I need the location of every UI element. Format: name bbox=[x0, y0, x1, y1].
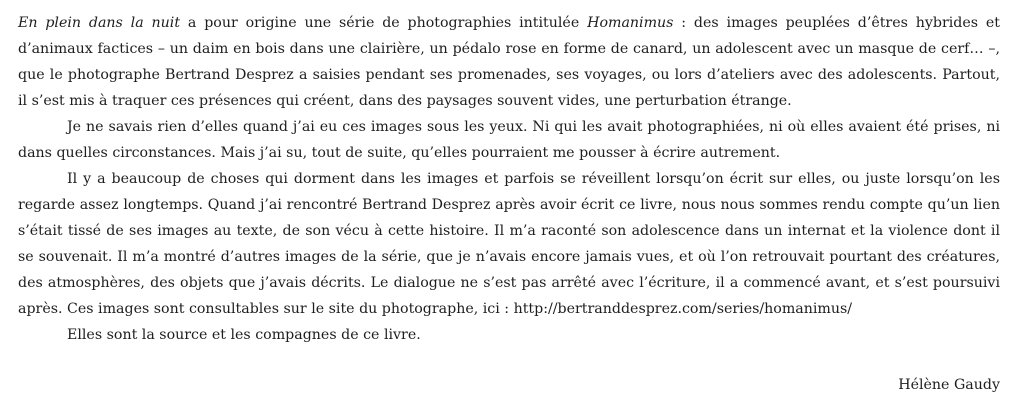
document-body bbox=[18, 10, 1000, 348]
author-signature: Hélène Gaudy bbox=[898, 377, 1000, 393]
paragraph-closing: Elles sont la source et les compagnes de ce livre. bbox=[67, 327, 421, 343]
paragraph-discovery: Je ne savais rien d’elles quand j’ai eu ces images sous les yeux. Ni qui les avait photographiées, ni où elles avaient été prises, ni dans quelles circonstances. Mais j’ai su, tout de suite, qu’elles pourraient me pousser à écrire autrement. bbox=[18, 119, 1000, 161]
series-title: Homanimus bbox=[587, 15, 674, 31]
paragraph-encounter: Il y a beaucoup de choses qui dorment dans les images et parfois se réveillent lorsqu’on écrit sur elles, ou juste lorsqu’on les regarde assez longtemps. Quand j’ai rencontré Bertrand Desprez après avoir écrit ce livre, nous nous sommes rendu compte qu’un lien s’était tissé de ses images au texte, de son vécu à cette histoire. Il m’a raconté son adolescence dans un internat et la violence dont il se souvenait. Il m’a montré d’autres images de la série, que je n’avais encore jamais vues, et où l’on retrouvait pourtant des créatures, des atmosphères, des objets que j’avais décrits. Le dialogue ne s’est pas arrêté avec l’écriture, il a commencé avant, et s’est poursuivi après. Ces images sont consultables sur le site du photographe, ici : http://bertranddesprez.com/series/homanimus/ bbox=[18, 171, 1000, 317]
intro-text-part-1: a pour origine une série de photographies intitulée bbox=[180, 15, 588, 31]
book-title: En plein dans la nuit bbox=[18, 15, 181, 31]
intro-text-part-2: : des images peuplées d’êtres hybrides et d’animaux factices – un daim en bois dans une clairière, un pédalo rose en forme de canard, un adolescent avec un masque de cerf… –, que le photographe Bertrand Desprez a saisies pendant ses promenades, ses voyages, ou lors d’ateliers avec des adolescents. Partout, il s’est mis à traquer ces présences qui créent, dans des paysages souvent vides, une perturbation étrange. bbox=[18, 15, 1000, 109]
paragraph-intro bbox=[18, 10, 1000, 114]
